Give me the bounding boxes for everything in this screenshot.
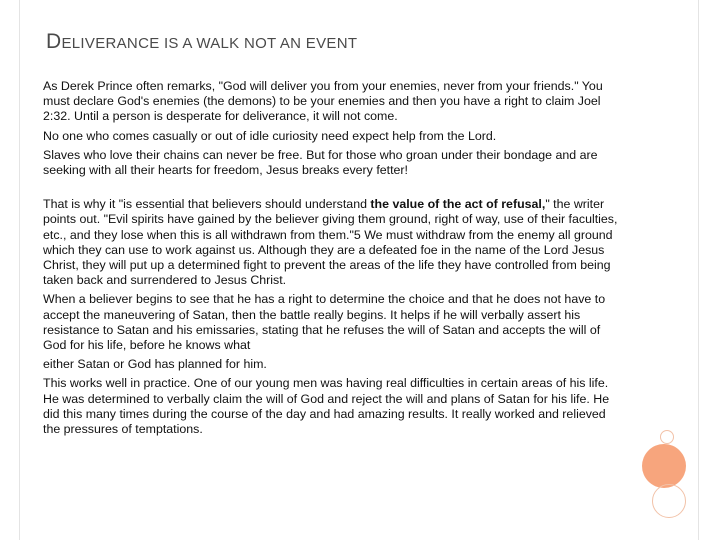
title-rest: ELIVERANCE IS A WALK NOT AN EVENT	[61, 35, 358, 52]
paragraph	[43, 129, 623, 144]
decorative-large-ring	[652, 484, 686, 518]
paragraph-text: As Derek Prince often remarks, "God will deliver you from your enemies, never from your friends." You must declare God's enemies (the demons) to be your enemies and then you have a right to claim Joel 2:32. Until a person is desperate for deliverance, it will not come.	[43, 79, 603, 124]
paragraph-text: " the writer points out. "Evil spirits have gained by the believer giving them ground, right of way, use of their faculties, etc., and they lose when this is all withdrawn from them."5 We must withdraw from the enemy all ground which they can use to work against us. Although they are a defeated foe in the name of the Lord Jesus Christ, they will put up a determined fight to prevent the areas of the life they have controlled from being taken back and surrendered to Jesus Christ.	[43, 197, 618, 288]
decorative-small-ring	[660, 430, 674, 444]
slide-body	[43, 79, 623, 437]
paragraph	[43, 376, 623, 437]
paragraph	[43, 79, 623, 125]
paragraph	[43, 197, 623, 288]
paragraph-text: No one who comes casually or out of idle curiosity need expect help from the Lord.	[43, 128, 497, 143]
paragraph-text: either Satan or God has planned for him.	[43, 357, 267, 372]
paragraph	[43, 357, 623, 372]
decorative-orange-circle	[642, 444, 686, 488]
title-first-letter: D	[46, 30, 62, 53]
paragraph-text: Slaves who love their chains can never be free. But for those who groan under their bondage and are seeking with all their hearts for freedom, Jesus breaks every fetter!	[43, 147, 598, 178]
paragraph-text: When a believer begins to see that he has a right to determine the choice and that he does not have to accept the maneuvering of Satan, then the battle really begins. It helps if he will verbally assert his resistance to Satan and his emissaries, stating that he refuses the will of Satan and accepts the will of God for his life, before he knows what	[43, 292, 606, 353]
slide-title	[46, 30, 357, 54]
emphasis-text: the value of the act of refusal,	[370, 197, 546, 212]
paragraph-text: This works well in practice. One of our young men was having real difficulties in certain areas of his life. He was determined to verbally claim the will of God and reject the will and plans of Satan for his life. He did this many times during the course of the day and had amazing results. It really worked and relieved the pressures of temptations.	[43, 376, 610, 437]
paragraph	[43, 148, 623, 178]
paragraph-text: That is why it "is essential that believers should understand	[43, 197, 371, 212]
paragraph	[43, 292, 623, 353]
